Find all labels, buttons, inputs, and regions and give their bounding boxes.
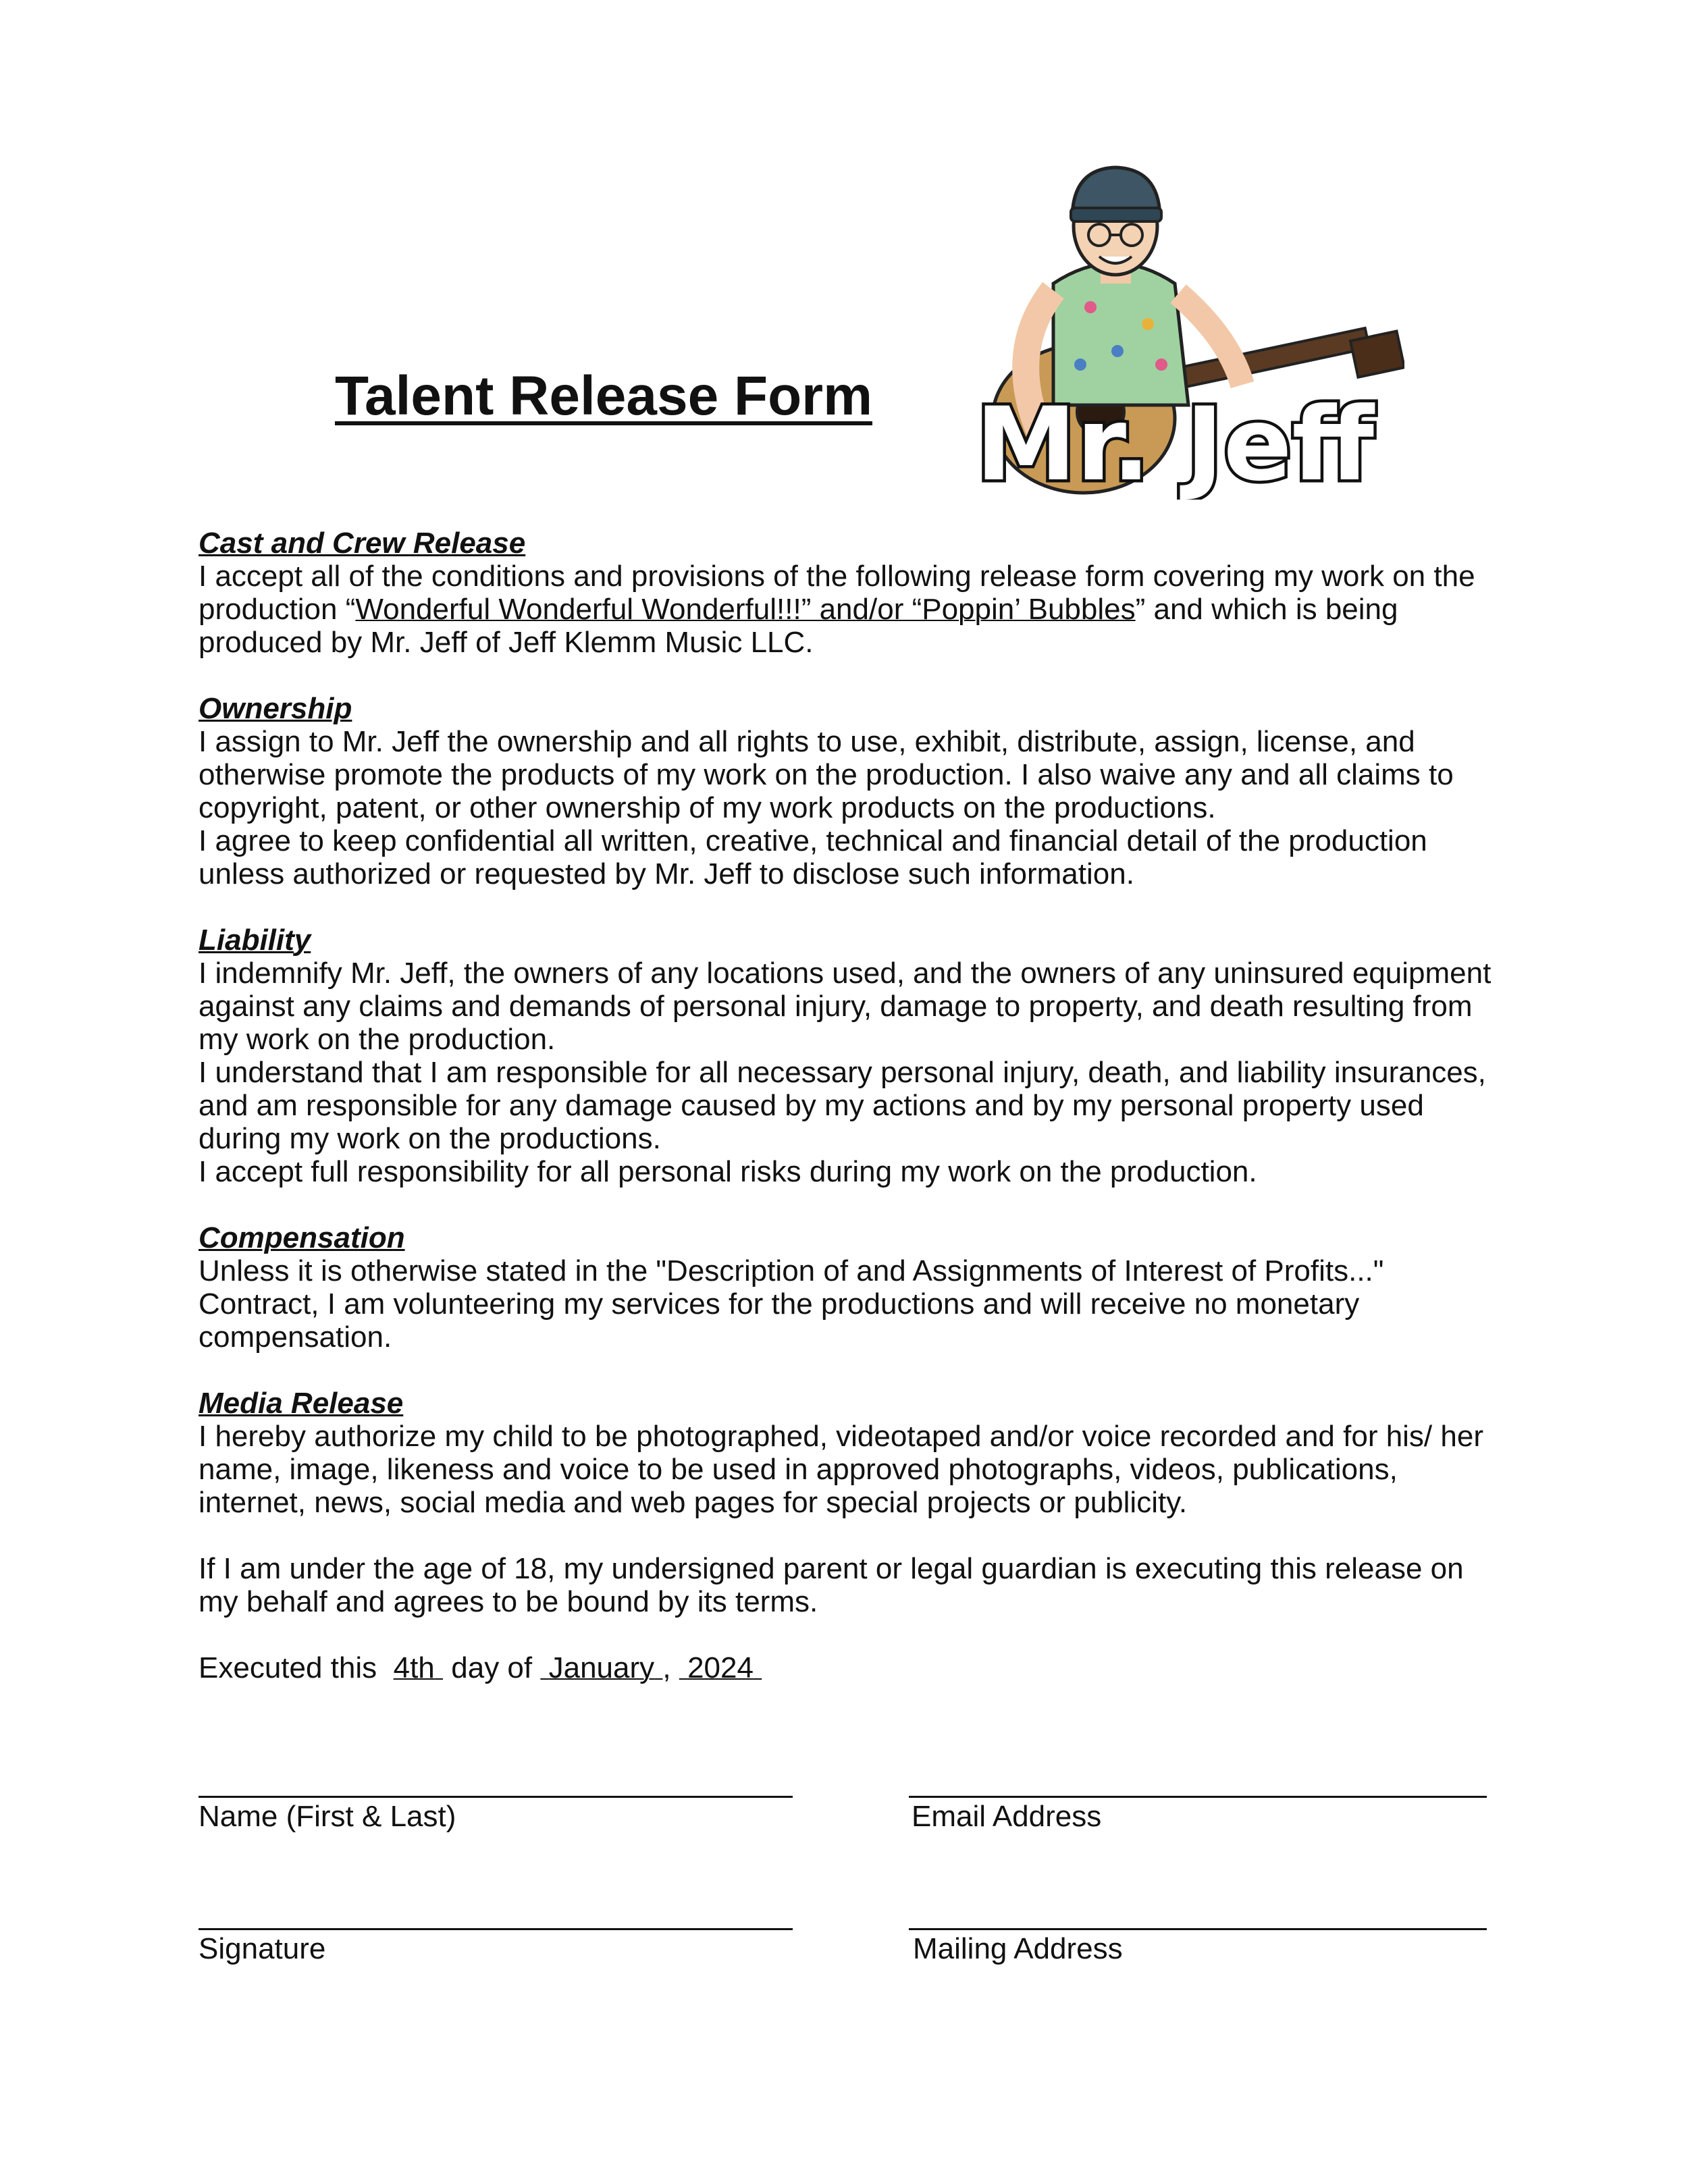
email-signature-line[interactable] <box>909 1796 1487 1798</box>
section-paragraph: I accept full responsibility for all personal risks during my work on the production. <box>199 1155 1257 1188</box>
executed-year: 2024 <box>687 1651 754 1684</box>
signature-line[interactable] <box>199 1928 793 1930</box>
section-paragraph: I indemnify Mr. Jeff, the owners of any locations used, and the owners of any uninsured equipment against any claims and demands of personal injury, damage to property, and death resulting from my work on the production. <box>199 957 1492 1056</box>
minor-clause-text: If I am under the age of 18, my undersigned parent or legal guardian is executing this release on my behalf and agrees to be bound by its terms. <box>199 1552 1464 1618</box>
form-body <box>199 527 1502 1717</box>
executed-month-field[interactable] <box>540 1651 662 1684</box>
mr-jeff-logo <box>945 162 1404 500</box>
section-ownership <box>199 692 1502 890</box>
section-heading: Liability <box>199 924 311 957</box>
section-paragraph: Unless it is otherwise stated in the "Description of and Assignments of Interest of Profits..." Contract, I am volunteering my services for the productions and will receive no monetary compensation. <box>199 1254 1384 1354</box>
executed-text: Executed this 4th day of January , 2024 <box>199 1651 1502 1684</box>
section-heading: Compensation <box>199 1221 405 1254</box>
executed-year-field[interactable] <box>679 1651 762 1684</box>
section-heading: Ownership <box>199 692 352 725</box>
section-heading: Cast and Crew Release <box>199 527 526 560</box>
mailing-signature-line[interactable] <box>909 1928 1487 1930</box>
section-cast-crew-release <box>199 527 1502 659</box>
executed-line <box>199 1651 1502 1684</box>
name-label: Name (First & Last) <box>199 1800 456 1833</box>
section-paragraph: I assign to Mr. Jeff the ownership and all rights to use, exhibit, distribute, assign, license, and otherwise promote the products of my work on the production. I also waive any and all claims to copyright, patent, or other ownership of my work products on the productions. <box>199 725 1454 824</box>
svg-text:Mr. Jeff: Mr. Jeff <box>975 386 1375 500</box>
section-paragraph: I understand that I am responsible for all necessary personal injury, death, and liability insurances, and am responsible for any damage caused by my actions and by my personal property used during my work on the productions. <box>199 1056 1486 1155</box>
paragraph-text: ” and which is being produced by Mr. Jeff of Jeff Klemm Music LLC. <box>199 593 1398 659</box>
paragraph-text: I accept all of the conditions and provisions of the following release form covering my work on the production “ <box>199 560 1475 626</box>
production-title: Wonderful Wonderful Wonderful!!!” and/or “Poppin’ Bubbles <box>355 593 1136 626</box>
minor-clause <box>199 1552 1502 1618</box>
mailing-label: Mailing Address <box>913 1932 1123 1965</box>
section-heading: Media Release <box>199 1387 404 1420</box>
signature-label: Signature <box>199 1932 326 1965</box>
section-liability <box>199 924 1502 1188</box>
name-signature-line[interactable] <box>199 1796 793 1798</box>
section-media-release <box>199 1387 1502 1519</box>
executed-month: January <box>548 1651 655 1684</box>
executed-mid: day of <box>451 1651 533 1684</box>
section-paragraph: I hereby authorize my child to be photographed, videotaped and/or voice recorded and for his/ her name, image, likeness and voice to be used in approved photographs, videos, publications, internet, news, social media and web pages for special projects or publicity. <box>199 1420 1483 1519</box>
section-compensation <box>199 1221 1502 1354</box>
email-label: Email Address <box>912 1800 1102 1833</box>
section-paragraph <box>199 560 1502 659</box>
executed-day: 4th <box>393 1651 435 1684</box>
section-paragraph: I agree to keep confidential all written, creative, technical and financial detail of the production unless authorized or requested by Mr. Jeff to disclose such information. <box>199 824 1427 890</box>
executed-day-field[interactable] <box>394 1651 443 1684</box>
form-title: Talent Release Form <box>335 365 872 427</box>
executed-prefix: Executed this <box>199 1651 377 1684</box>
